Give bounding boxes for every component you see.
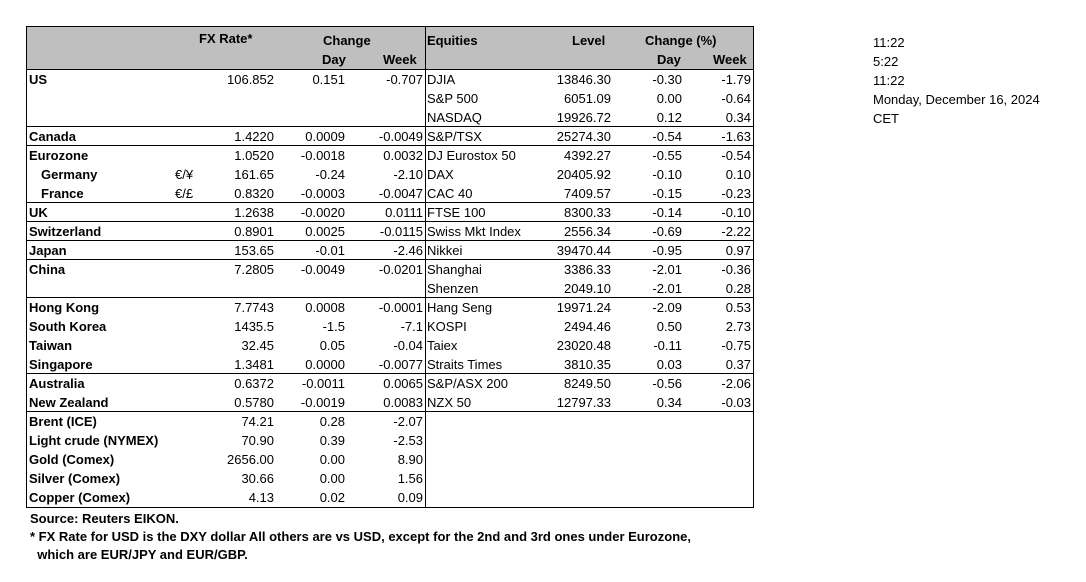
cell-eday: -2.09 — [652, 300, 682, 315]
equity-index-name: NZX 50 — [427, 395, 472, 410]
row-name: Brent (ICE) — [29, 414, 97, 429]
row-name: Eurozone — [29, 148, 89, 163]
cell-day: -0.01 — [315, 243, 345, 258]
cell-week: -0.707 — [386, 72, 423, 87]
row-name: Switzerland — [29, 224, 102, 239]
cell-day: 0.39 — [319, 433, 345, 448]
cell-week: -0.0047 — [378, 186, 423, 201]
row-name: China — [29, 262, 66, 277]
cell-eweek: -0.64 — [721, 91, 751, 106]
row-name: US — [29, 72, 48, 87]
table-row — [27, 469, 753, 488]
table-row — [27, 393, 753, 412]
source-note: Source: Reuters EIKON. — [30, 511, 179, 526]
cell-day: 0.151 — [312, 72, 345, 87]
cell-week: 8.90 — [397, 452, 423, 467]
equity-index-name: Shenzen — [427, 281, 479, 296]
cell-eweek: -1.63 — [721, 129, 751, 144]
cell-eweek: 0.97 — [725, 243, 751, 258]
cell-eday: -0.10 — [652, 167, 682, 182]
equity-index-name: S&P 500 — [427, 91, 479, 106]
cell-level: 3386.33 — [564, 262, 611, 277]
table-row — [27, 279, 753, 298]
row-name: Singapore — [29, 357, 93, 372]
row-name: Canada — [29, 129, 76, 144]
table-header — [27, 27, 753, 70]
equity-index-name: Taiex — [427, 338, 458, 353]
cell-level: 8300.33 — [564, 205, 611, 220]
cell-rate: 0.8320 — [234, 186, 274, 201]
market-table — [26, 26, 754, 508]
table-row — [27, 165, 753, 184]
cell-rate: 7.2805 — [234, 262, 274, 277]
row-name: UK — [29, 205, 48, 220]
cell-eday: 0.50 — [656, 319, 682, 334]
footnote-line-2: which are EUR/JPY and EUR/GBP. — [30, 547, 248, 562]
cell-eday: -0.69 — [652, 224, 682, 239]
table-row — [27, 126, 753, 146]
equity-index-name: Nikkei — [427, 243, 463, 258]
cell-rate: 30.66 — [241, 471, 274, 486]
cell-eday: -0.55 — [652, 148, 682, 163]
cell-rate: 7.7743 — [234, 300, 274, 315]
cell-rate: 1.4220 — [234, 129, 274, 144]
cell-week: -0.0001 — [378, 300, 423, 315]
cell-eweek: -0.75 — [721, 338, 751, 353]
row-name: Copper (Comex) — [29, 490, 131, 505]
cell-level: 23020.48 — [556, 338, 611, 353]
timezone-label: CET — [873, 111, 899, 126]
cell-level: 8249.50 — [564, 376, 611, 391]
cell-eweek: -0.36 — [721, 262, 751, 277]
table-row — [27, 145, 753, 165]
cell-rate: 74.21 — [241, 414, 274, 429]
table-row — [27, 450, 753, 469]
cell-rate: 70.90 — [241, 433, 274, 448]
row-name: Germany — [41, 167, 98, 182]
row-name: Light crude (NYMEX) — [29, 433, 159, 448]
cell-level: 19971.24 — [556, 300, 611, 315]
header-eq-day: Day — [657, 52, 681, 67]
equity-index-name: Hang Seng — [427, 300, 493, 315]
currency-pair: €/£ — [175, 186, 194, 201]
cell-week: -2.10 — [393, 167, 423, 182]
cell-week: -0.0201 — [378, 262, 423, 277]
cell-week: 0.0065 — [383, 376, 423, 391]
cell-rate: 1.3481 — [234, 357, 274, 372]
cell-day: -0.0049 — [300, 262, 345, 277]
cell-eday: -0.56 — [652, 376, 682, 391]
cell-eweek: 0.37 — [725, 357, 751, 372]
table-row — [27, 184, 753, 203]
table-row — [27, 317, 753, 336]
row-name: Gold (Comex) — [29, 452, 115, 467]
table-row — [27, 488, 753, 507]
cell-day: -0.0020 — [300, 205, 345, 220]
cell-day: -0.0011 — [301, 376, 345, 391]
row-name: Japan — [29, 243, 67, 258]
cell-rate: 0.5780 — [234, 395, 274, 410]
equity-index-name: Straits Times — [427, 357, 503, 372]
header-equities: Equities — [427, 33, 478, 48]
cell-eday: -0.15 — [652, 186, 682, 201]
table-row — [27, 108, 753, 127]
equity-index-name: S&P/ASX 200 — [427, 376, 508, 391]
cell-rate: 153.65 — [234, 243, 274, 258]
cell-day: 0.28 — [319, 414, 345, 429]
cell-rate: 4.13 — [248, 490, 274, 505]
row-name: New Zealand — [29, 395, 109, 410]
cell-eweek: 0.53 — [725, 300, 751, 315]
cell-eweek: -0.03 — [721, 395, 751, 410]
cell-level: 13846.30 — [556, 72, 611, 87]
cell-day: 0.0025 — [305, 224, 345, 239]
row-name: Hong Kong — [29, 300, 100, 315]
cell-week: -2.07 — [393, 414, 423, 429]
cell-eday: -0.30 — [652, 72, 682, 87]
header-level: Level — [572, 33, 606, 48]
cell-week: -2.46 — [393, 243, 423, 258]
cell-eweek: -2.22 — [721, 224, 751, 239]
table-row — [27, 431, 753, 450]
cell-week: 1.56 — [397, 471, 423, 486]
cell-eweek: 0.10 — [725, 167, 751, 182]
time-2: 5:22 — [873, 54, 899, 69]
cell-level: 19926.72 — [556, 110, 611, 125]
column-divider — [425, 27, 426, 507]
cell-level: 7409.57 — [564, 186, 611, 201]
time-3: 11:22 — [873, 73, 905, 88]
cell-rate: 106.852 — [227, 72, 274, 87]
equity-index-name: CAC 40 — [427, 186, 473, 201]
cell-day: 0.02 — [319, 490, 345, 505]
equity-index-name: FTSE 100 — [427, 205, 486, 220]
table-row — [27, 70, 753, 89]
cell-week: -0.0115 — [379, 224, 423, 239]
time-1: 11:22 — [873, 35, 905, 50]
equity-index-name: DJ Eurostox 50 — [427, 148, 516, 163]
cell-level: 39470.44 — [556, 243, 611, 258]
footnotes — [30, 510, 691, 564]
cell-eday: -2.01 — [652, 281, 682, 296]
cell-week: -2.53 — [393, 433, 423, 448]
table-row — [27, 259, 753, 279]
table-row — [27, 297, 753, 317]
table-row — [27, 373, 753, 393]
cell-day: -1.5 — [322, 319, 345, 334]
cell-rate: 1.2638 — [234, 205, 274, 220]
cell-level: 2494.46 — [564, 319, 611, 334]
table-row — [27, 221, 753, 241]
cell-rate: 161.65 — [234, 167, 274, 182]
header-eq-week: Week — [713, 52, 747, 67]
cell-eday: 0.00 — [656, 91, 682, 106]
cell-eday: -0.54 — [652, 129, 682, 144]
cell-level: 12797.33 — [556, 395, 611, 410]
cell-week: 0.0111 — [385, 205, 423, 220]
cell-rate: 0.8901 — [234, 224, 274, 239]
table-row — [27, 240, 753, 260]
currency-pair: €/¥ — [175, 167, 194, 182]
cell-rate: 2656.00 — [227, 452, 274, 467]
cell-week: 0.09 — [397, 490, 423, 505]
cell-day: -0.0003 — [300, 186, 345, 201]
cell-level: 6051.09 — [564, 91, 611, 106]
equity-index-name: DJIA — [427, 72, 456, 87]
cell-day: 0.00 — [319, 471, 345, 486]
cell-eday: -0.14 — [652, 205, 682, 220]
row-name: Australia — [29, 376, 85, 391]
cell-eweek: -0.54 — [721, 148, 751, 163]
header-week: Week — [383, 52, 417, 67]
cell-eweek: -1.79 — [721, 72, 751, 87]
cell-eweek: -0.10 — [721, 205, 751, 220]
cell-level: 25274.30 — [556, 129, 611, 144]
header-day: Day — [322, 52, 346, 67]
table-row — [27, 202, 753, 222]
row-name: Silver (Comex) — [29, 471, 121, 486]
table-row — [27, 355, 753, 374]
cell-eweek: 0.34 — [725, 110, 751, 125]
cell-day: 0.00 — [319, 452, 345, 467]
equity-index-name: KOSPI — [427, 319, 467, 334]
row-name: Taiwan — [29, 338, 73, 353]
cell-day: 0.0008 — [305, 300, 345, 315]
cell-week: -7.1 — [400, 319, 423, 334]
equity-section-end-rule — [425, 411, 753, 412]
equity-index-name: Swiss Mkt Index — [427, 224, 521, 239]
cell-day: 0.05 — [319, 338, 345, 353]
cell-level: 3810.35 — [564, 357, 611, 372]
cell-rate: 0.6372 — [234, 376, 274, 391]
date-label: Monday, December 16, 2024 — [873, 92, 1040, 107]
header-fx-rate: FX Rate* — [199, 31, 253, 46]
cell-week: -0.0077 — [378, 357, 423, 372]
timestamp-panel — [873, 33, 1040, 128]
cell-rate: 1435.5 — [234, 319, 274, 334]
equity-index-name: Shanghai — [427, 262, 482, 277]
cell-eweek: -2.06 — [721, 376, 751, 391]
cell-level: 4392.27 — [564, 148, 611, 163]
cell-day: 0.0009 — [305, 129, 345, 144]
cell-rate: 32.45 — [241, 338, 274, 353]
cell-eday: 0.12 — [656, 110, 682, 125]
table-row — [27, 89, 753, 108]
cell-week: -0.0049 — [378, 129, 423, 144]
cell-day: -0.24 — [315, 167, 345, 182]
cell-day: -0.0018 — [300, 148, 345, 163]
cell-rate: 1.0520 — [234, 148, 274, 163]
cell-eweek: 0.28 — [725, 281, 751, 296]
header-change: Change — [323, 33, 371, 48]
cell-level: 20405.92 — [556, 167, 611, 182]
cell-eday: -2.01 — [652, 262, 682, 277]
cell-week: 0.0083 — [383, 395, 423, 410]
cell-eweek: 2.73 — [725, 319, 751, 334]
cell-eday: 0.03 — [656, 357, 682, 372]
cell-day: -0.0019 — [300, 395, 345, 410]
cell-week: 0.0032 — [383, 148, 423, 163]
equity-index-name: NASDAQ — [427, 110, 482, 125]
table-row — [27, 411, 753, 431]
cell-eday: 0.34 — [656, 395, 682, 410]
cell-eweek: -0.23 — [721, 186, 751, 201]
row-name: South Korea — [29, 319, 107, 334]
cell-eday: -0.11 — [653, 338, 682, 353]
equity-index-name: DAX — [427, 167, 454, 182]
footnote-line-1: * FX Rate for USD is the DXY dollar All others are vs USD, except for the 2nd and 3rd ones under Eurozone, — [30, 529, 691, 544]
cell-eday: -0.95 — [652, 243, 682, 258]
row-name: France — [41, 186, 84, 201]
cell-day: 0.0000 — [305, 357, 345, 372]
equity-index-name: S&P/TSX — [427, 129, 482, 144]
cell-level: 2049.10 — [564, 281, 611, 296]
cell-level: 2556.34 — [564, 224, 611, 239]
cell-week: -0.04 — [393, 338, 423, 353]
header-change-pct: Change (%) — [645, 33, 717, 48]
table-row — [27, 336, 753, 355]
